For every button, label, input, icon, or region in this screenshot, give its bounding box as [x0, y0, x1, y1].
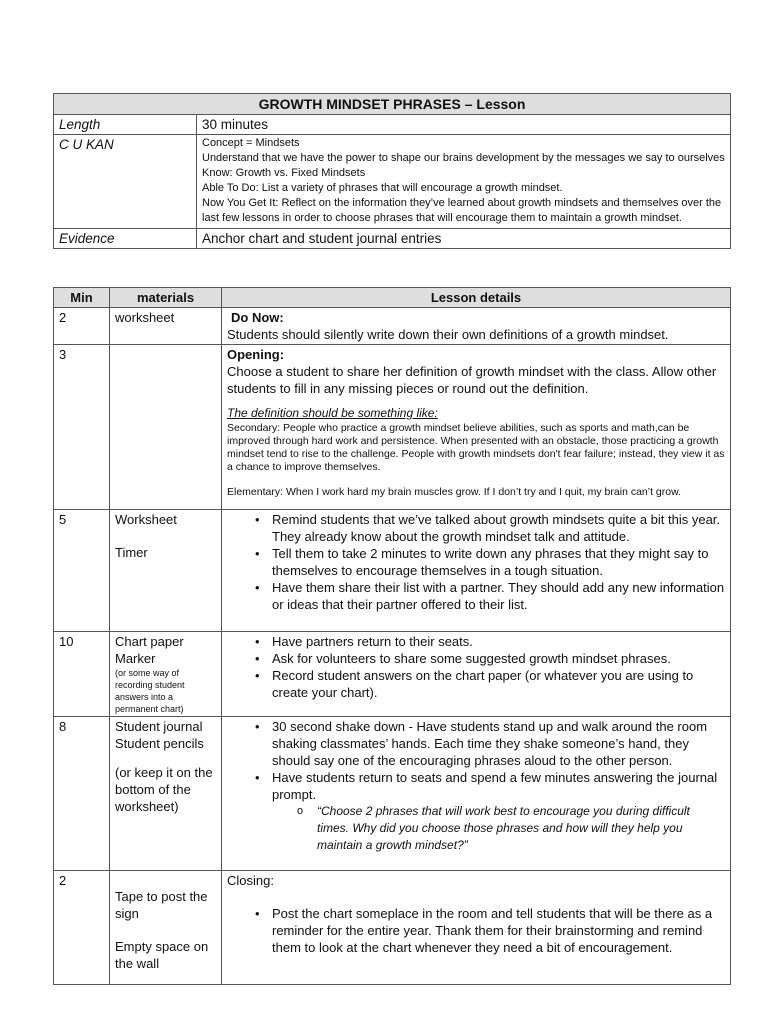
row4-materials-note: (or some way of recording student answers into a permanent chart): [115, 668, 185, 714]
plan-row-opening: [54, 345, 731, 510]
row4-material-chart-paper: Chart paper: [115, 634, 184, 649]
row3-bullet: • Tell them to take 2 minutes to write down any phrases that they might say to themselves to encourage themselves in a tough situation.: [227, 545, 725, 579]
row3-bullet: • Remind students that we’ve talked about growth mindsets quite a bit this year. They already know about the growth mindset talk and attitude.: [227, 511, 725, 545]
row1-materials: worksheet: [110, 308, 222, 345]
row3-details: [222, 510, 731, 632]
row5-details: [222, 717, 731, 871]
header-min: Min: [54, 288, 110, 308]
plan-header-row: [54, 288, 731, 308]
cukan-row: [54, 135, 731, 229]
header-materials: materials: [110, 288, 222, 308]
row3-bullet: • Have them share their list with a partner. They should add any new information or ideas that their partner offered to their list.: [227, 579, 725, 613]
row5-sub-bullets: [227, 803, 725, 854]
lesson-title: GROWTH MINDSET PHRASES – Lesson: [54, 94, 731, 115]
row5-bullet: • Have students return to seats and spend a few minutes answering the journal prompt.: [227, 769, 725, 803]
journal-prompt: o “Choose 2 phrases that will work best to encourage you during difficult times. Why did you choose those phrases and how will they help you maintain a growth mindset?”: [227, 803, 725, 854]
opening-text: Choose a student to share her definition of growth mindset with the class. Allow other students to fill in any missing pieces or round out the definition.: [227, 364, 717, 396]
row3-material-worksheet: Worksheet: [115, 512, 177, 527]
header-details: Lesson details: [222, 288, 731, 308]
definition-heading: The definition should be something like:: [227, 406, 438, 420]
do-now-heading: Do Now:: [231, 310, 284, 325]
row3-materials: [110, 510, 222, 632]
row3-material-timer: Timer: [115, 545, 148, 560]
row6-bullets: [227, 905, 725, 956]
plan-row-chart: [54, 632, 731, 717]
row1-min: 2: [54, 308, 110, 345]
row2-details: [222, 345, 731, 510]
cukan-understand: Understand that we have the power to shape our brains development by the messages we say to ourselves: [202, 152, 725, 164]
cukan-able: Able To Do: List a variety of phrases that will encourage a growth mindset.: [202, 182, 563, 194]
plan-row-closing: [54, 871, 731, 985]
row1-details: [222, 308, 731, 345]
cukan-label: C U KAN: [54, 135, 197, 229]
row4-bullet: • Have partners return to their seats.: [227, 633, 725, 650]
row6-material-wall: Empty space on the wall: [115, 939, 209, 971]
plan-row-do-now: [54, 308, 731, 345]
elementary-definition: Elementary: When I work hard my brain muscles grow. If I don’t try and I quit, my brain can’t grow.: [227, 486, 682, 498]
cukan-concept: Concept = Mindsets: [202, 137, 300, 149]
row2-min: 3: [54, 345, 110, 510]
length-value: 30 minutes: [197, 115, 731, 135]
row4-bullet: • Record student answers on the chart paper (or whatever you are using to create your chart).: [227, 667, 725, 701]
row4-min: 10: [54, 632, 110, 717]
cukan-content: [197, 135, 731, 229]
row2-materials: [110, 345, 222, 510]
row5-bullet: • 30 second shake down - Have students stand up and walk around the room shaking classmates’ hands. Each time they shake someone’s hand, they should say one of the encouraging phrases aloud to the other person.: [227, 718, 725, 769]
row5-bullets: [227, 718, 725, 803]
row4-details: [222, 632, 731, 717]
row5-materials: [110, 717, 222, 871]
length-label: Length: [54, 115, 197, 135]
row4-materials: [110, 632, 222, 717]
row5-min: 8: [54, 717, 110, 871]
evidence-value: Anchor chart and student journal entries: [197, 229, 731, 249]
row6-min: 2: [54, 871, 110, 985]
row6-details: [222, 871, 731, 985]
lesson-plan-table: [53, 287, 731, 985]
row3-bullets: [227, 511, 725, 613]
row6-materials: [110, 871, 222, 985]
row6-material-tape: Tape to post the sign: [115, 889, 208, 921]
row6-bullet: • Post the chart someplace in the room and tell students that will be there as a reminder for the entire year. Thank them for their brainstorming and remind them to look at the chart whenever they need a bit of encouragement.: [227, 905, 725, 956]
length-row: [54, 115, 731, 135]
row5-material-journal: Student journal: [115, 719, 203, 734]
row5-material-pencils: Student pencils: [115, 736, 204, 751]
row4-material-marker: Marker: [115, 651, 156, 666]
plan-row-partner-share: [54, 510, 731, 632]
secondary-definition: Secondary: People who practice a growth mindset believe abilities, such as sports and math,can be improved through hard work and persistence. When presented with an obstacle, those practicing a growth mindset tend to rise to the challenge. People with growth mindsets don't fear failure; instead, they view it as a chance to improve themselves.: [227, 422, 725, 473]
opening-heading: Opening:: [227, 347, 285, 362]
evidence-row: [54, 229, 731, 249]
cukan-nyg: Now You Get It: Reflect on the information they’ve learned about growth mindsets and themselves over the last few lessons in order to choose phrases that will encourage them to maintain a growth mindset.: [202, 197, 722, 224]
plan-row-shake-down: [54, 717, 731, 871]
row5-materials-note: (or keep it on the bottom of the worksheet): [115, 765, 213, 814]
do-now-text: Students should silently write down their own definitions of a growth mindset.: [227, 327, 669, 342]
row3-min: 5: [54, 510, 110, 632]
overview-table: [53, 93, 731, 249]
row4-bullets: [227, 633, 725, 701]
cukan-know: Know: Growth vs. Fixed Mindsets: [202, 167, 366, 179]
row4-bullet: • Ask for volunteers to share some suggested growth mindset phrases.: [227, 650, 725, 667]
evidence-label: Evidence: [54, 229, 197, 249]
closing-heading: Closing:: [227, 873, 274, 888]
